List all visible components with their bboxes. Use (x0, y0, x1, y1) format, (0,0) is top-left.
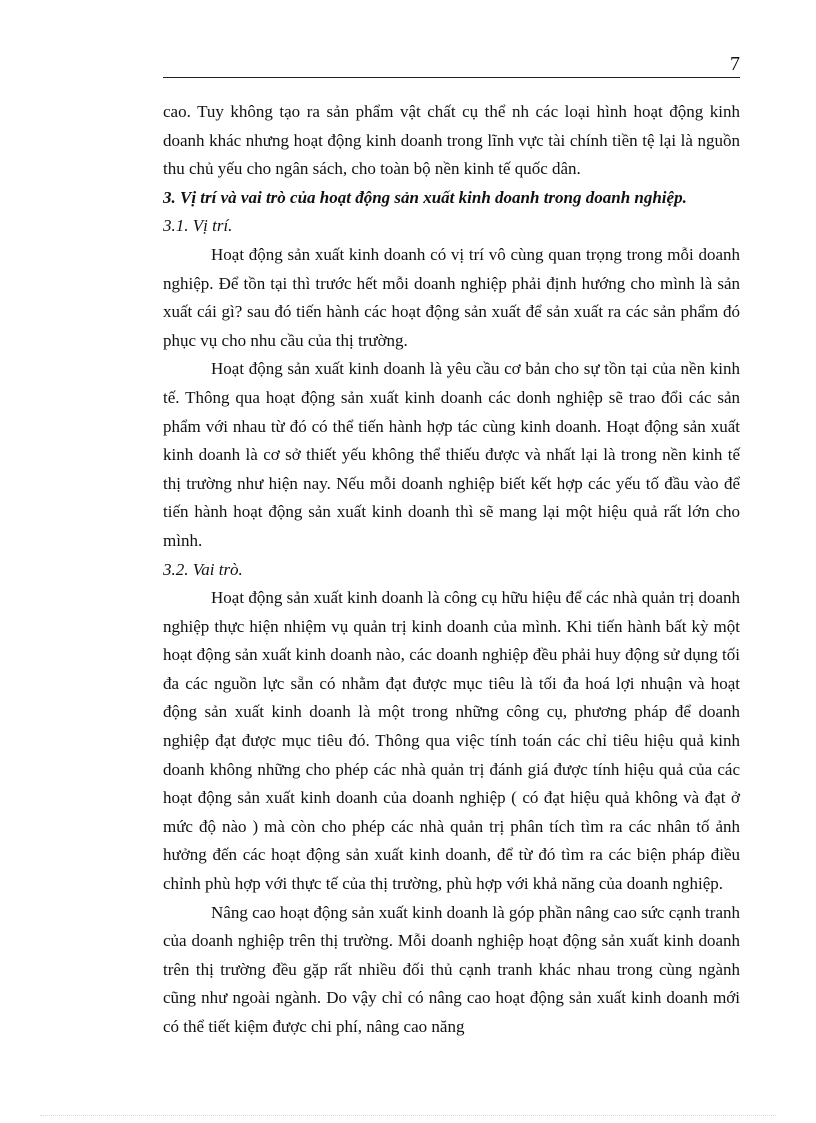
subsection-heading-3-2: 3.2. Vai trò. (163, 559, 243, 579)
paragraph-position-1: Hoạt động sản xuất kinh doanh có vị trí vô cùng quan trọng trong mỗi doanh nghiệp. Để tồn tại thì trước hết mỗi doanh nghiệp phải định hướng cho mình là sản xuất cái gì? sau đó tiến hành các hoạt động sản xuất để sản xuất ra các sản phẩm đó phục vụ cho nhu cầu của thị trường. (163, 244, 740, 350)
header-rule (163, 77, 740, 78)
section-heading-3: 3. Vị trí và vai trò của hoạt động sản xuất kinh doanh trong doanh nghiệp. (163, 187, 687, 207)
document-body (163, 98, 740, 1042)
subsection-heading-3-1: 3.1. Vị trí. (163, 216, 233, 236)
paragraph-position-2: Hoạt động sản xuất kinh doanh là yêu cầu cơ bản cho sự tồn tại của nền kinh tế. Thông qua hoạt động sản xuất kinh doanh các donh nghiệp sẽ trao đổi các sản phẩm với nhau từ đó có thể tiến hành hợp tác cùng kinh doanh. Hoạt động sản xuất kinh doanh là cơ sở thiết yếu không thể thiếu được và nhất lại là trong nền kinh tế thị trường như hiện nay. Nếu mỗi doanh nghiệp biết kết hợp các yếu tố đầu vào để tiến hành hoạt động sản xuất kinh doanh thì sẽ mang lại một hiệu quả rất lớn cho mình. (163, 359, 740, 550)
paragraph-role-1: Hoạt động sản xuất kinh doanh là công cụ hữu hiệu để các nhà quản trị doanh nghiệp thực hiện nhiệm vụ quản trị kinh doanh của mình. Khi tiến hành bất kỳ một hoạt động sản xuất kinh doanh nào, các doanh nghiệp đều phải huy động sử dụng tối đa các nguồn lực sẵn có nhằm đạt được mục tiêu là tối đa hoá lợi nhuận và hoạt động sản xuất kinh doanh là một trong những công cụ, phương pháp để doanh nghiệp đạt được mục tiêu đó. Thông qua việc tính toán các chỉ tiêu hiệu quả kinh doanh không những cho phép các nhà quản trị đánh giá được tính hiệu quả của các hoạt động sản xuất kinh doanh của doanh nghiệp ( có đạt hiệu quả không và đạt ở mức độ nào ) mà còn cho phép các nhà quản trị phân tích tìm ra các nhân tố ảnh hưởng đến các hoạt động sản xuất kinh doanh, để từ đó tìm ra các biện pháp điều chỉnh phù hợp với thực tế của thị trường, phù hợp với khả năng của doanh nghiệp. (163, 588, 740, 894)
paragraph-role-2: Nâng cao hoạt động sản xuất kinh doanh là góp phần nâng cao sức cạnh tranh của doanh nghiệp trên thị trường. Mỗi doanh nghiệp hoạt động sản xuất kinh doanh trên thị trường đều gặp rất nhiều đối thủ cạnh tranh khác nhau trong cùng ngành cũng như ngoài ngành. Do vậy chỉ có nâng cao hoạt động sản xuất kinh doanh mới có thể tiết kiệm được chi phí, nâng cao năng (163, 902, 740, 1036)
page-number: 7 (730, 53, 740, 75)
footer-rule (40, 1115, 776, 1116)
paragraph-continued: cao. Tuy không tạo ra sản phẩm vật chất cụ thể nh các loại hình hoạt động kinh doanh khác nhưng hoạt động kinh doanh trong lĩnh vực tài chính tiền tệ lại là nguồn thu chủ yếu cho ngân sách, cho toàn bộ nền kinh tế quốc dân. (163, 102, 740, 179)
